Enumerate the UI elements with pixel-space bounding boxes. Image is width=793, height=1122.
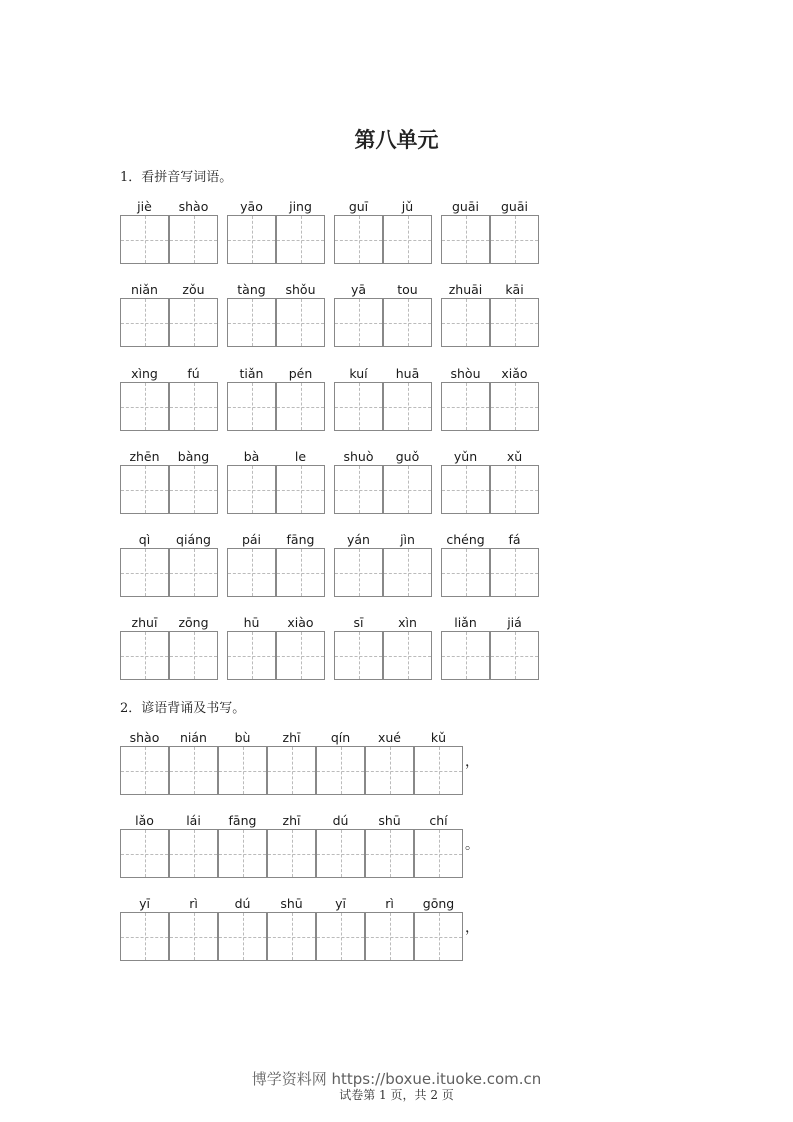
pinyin-label: pén	[288, 366, 313, 381]
writing-cell	[227, 365, 276, 431]
tian-zi-ge-box[interactable]	[169, 912, 218, 961]
tian-zi-ge-box[interactable]	[227, 631, 276, 680]
tian-zi-ge-box[interactable]	[365, 912, 414, 961]
tian-zi-ge-box[interactable]	[227, 215, 276, 264]
writing-cell	[383, 448, 432, 514]
writing-cell	[316, 729, 365, 795]
tian-zi-ge-box[interactable]	[490, 215, 539, 264]
writing-cell	[365, 812, 414, 878]
pinyin-label: bà	[243, 449, 260, 464]
pinyin-label: shòu	[450, 366, 481, 381]
pinyin-label: bàng	[177, 449, 210, 464]
tian-zi-ge-box[interactable]	[120, 631, 169, 680]
pinyin-label: liǎn	[454, 615, 477, 630]
tian-zi-ge-box[interactable]	[316, 746, 365, 795]
tian-zi-ge-box[interactable]	[441, 382, 490, 431]
pinyin-label: yāo	[240, 199, 263, 214]
pinyin-label: le	[294, 449, 307, 464]
writing-cell	[414, 812, 463, 878]
watermark: 博学资料网 https://boxue.ituoke.com.cn	[251, 1070, 542, 1088]
pinyin-label: lǎo	[135, 813, 154, 828]
writing-cell	[169, 895, 218, 961]
writing-cell	[334, 614, 383, 680]
writing-cell	[169, 448, 218, 514]
page-title: 第八单元	[354, 127, 439, 152]
tian-zi-ge-box[interactable]	[227, 548, 276, 597]
pinyin-label: shuò	[343, 449, 374, 464]
pinyin-label: xué	[377, 730, 401, 745]
writing-cell	[169, 198, 218, 264]
pinyin-label: yī	[335, 896, 346, 911]
pinyin-label: guāi	[501, 199, 528, 214]
writing-cell	[169, 614, 218, 680]
punctuation-mark: ，	[465, 754, 479, 770]
tian-zi-ge-box[interactable]	[120, 829, 169, 878]
pinyin-label: zhēn	[129, 449, 160, 464]
tian-zi-ge-box[interactable]	[383, 631, 432, 680]
pinyin-label: yǔn	[453, 449, 478, 464]
pinyin-label: chéng	[446, 532, 485, 547]
tian-zi-ge-box[interactable]	[334, 298, 383, 347]
tian-zi-ge-box[interactable]	[490, 548, 539, 597]
writing-cell	[120, 812, 169, 878]
pinyin-label: fú	[187, 366, 200, 381]
writing-cell	[490, 281, 539, 347]
writing-cell	[276, 448, 325, 514]
writing-cell	[227, 614, 276, 680]
tian-zi-ge-box[interactable]	[334, 631, 383, 680]
writing-cell	[441, 448, 490, 514]
pinyin-label: zhī	[282, 813, 301, 828]
tian-zi-ge-box[interactable]	[334, 215, 383, 264]
writing-cell	[441, 198, 490, 264]
writing-cell	[383, 365, 432, 431]
pinyin-label: guǒ	[395, 449, 420, 464]
writing-cell	[120, 895, 169, 961]
pinyin-label: guāi	[452, 199, 479, 214]
tian-zi-ge-box[interactable]	[218, 746, 267, 795]
writing-cell	[490, 531, 539, 597]
tian-zi-ge-box[interactable]	[414, 829, 463, 878]
writing-cell	[334, 198, 383, 264]
pinyin-label: xiào	[287, 615, 314, 630]
writing-cell	[414, 895, 463, 961]
tian-zi-ge-box[interactable]	[169, 829, 218, 878]
tian-zi-ge-box[interactable]	[169, 746, 218, 795]
pinyin-label: niǎn	[131, 282, 158, 297]
tian-zi-ge-box[interactable]	[120, 912, 169, 961]
writing-cell	[227, 281, 276, 347]
writing-cell	[276, 614, 325, 680]
tian-zi-ge-box[interactable]	[120, 298, 169, 347]
pinyin-label: zōng	[178, 615, 209, 630]
pinyin-label: kāi	[505, 282, 524, 297]
writing-cell	[383, 614, 432, 680]
pinyin-label: fá	[508, 532, 521, 547]
pinyin-label: shū	[280, 896, 303, 911]
writing-cell	[120, 729, 169, 795]
pinyin-label: zhuāi	[448, 282, 483, 297]
tian-zi-ge-box[interactable]	[120, 215, 169, 264]
tian-zi-ge-box[interactable]	[267, 746, 316, 795]
writing-cell	[365, 729, 414, 795]
writing-cell	[169, 365, 218, 431]
pinyin-label: guī	[348, 199, 369, 214]
tian-zi-ge-box[interactable]	[441, 298, 490, 347]
pinyin-label: tàng	[237, 282, 266, 297]
tian-zi-ge-box[interactable]	[383, 298, 432, 347]
writing-cell	[316, 895, 365, 961]
tian-zi-ge-box[interactable]	[267, 912, 316, 961]
tian-zi-ge-box[interactable]	[120, 382, 169, 431]
writing-cell	[120, 448, 169, 514]
writing-cell	[227, 198, 276, 264]
pinyin-label: chí	[429, 813, 448, 828]
tian-zi-ge-box[interactable]	[490, 382, 539, 431]
writing-cell	[334, 281, 383, 347]
tian-zi-ge-box[interactable]	[316, 912, 365, 961]
tian-zi-ge-box[interactable]	[276, 382, 325, 431]
tian-zi-ge-box[interactable]	[441, 548, 490, 597]
tian-zi-ge-box[interactable]	[169, 215, 218, 264]
writing-cell	[120, 614, 169, 680]
writing-cell	[267, 729, 316, 795]
tian-zi-ge-box[interactable]	[276, 215, 325, 264]
writing-cell	[490, 198, 539, 264]
writing-cell	[441, 614, 490, 680]
pinyin-label: jiá	[507, 615, 522, 630]
writing-cell	[490, 448, 539, 514]
writing-cell	[218, 812, 267, 878]
tian-zi-ge-box[interactable]	[276, 298, 325, 347]
tian-zi-ge-box[interactable]	[276, 548, 325, 597]
pinyin-label: xǔ	[506, 449, 523, 464]
writing-cell	[120, 365, 169, 431]
writing-cell	[276, 531, 325, 597]
writing-cell	[441, 365, 490, 431]
pinyin-label: zhuī	[131, 615, 158, 630]
tian-zi-ge-box[interactable]	[365, 829, 414, 878]
writing-cell	[227, 531, 276, 597]
pinyin-label: shǒu	[285, 282, 316, 297]
tian-zi-ge-box[interactable]	[383, 548, 432, 597]
writing-cell	[383, 531, 432, 597]
writing-cell	[490, 365, 539, 431]
writing-cell	[169, 812, 218, 878]
writing-cell	[120, 531, 169, 597]
pinyin-label: pái	[241, 532, 262, 547]
pinyin-label: qín	[330, 730, 351, 745]
writing-cell	[120, 198, 169, 264]
pinyin-label: shào	[178, 199, 209, 214]
tian-zi-ge-box[interactable]	[169, 465, 218, 514]
tian-zi-ge-box[interactable]	[316, 829, 365, 878]
pinyin-label: tiǎn	[239, 366, 264, 381]
pinyin-label: dú	[234, 896, 251, 911]
writing-cell	[169, 729, 218, 795]
tian-zi-ge-box[interactable]	[267, 829, 316, 878]
pinyin-label: qiáng	[176, 532, 211, 547]
writing-cell	[316, 812, 365, 878]
pinyin-label: yī	[139, 896, 150, 911]
writing-cell	[441, 531, 490, 597]
pinyin-label: fāng	[286, 532, 315, 547]
tian-zi-ge-box[interactable]	[169, 631, 218, 680]
pinyin-label: rì	[385, 896, 394, 911]
writing-cell	[276, 281, 325, 347]
pinyin-label: zhī	[282, 730, 301, 745]
pinyin-label: kǔ	[430, 730, 447, 745]
tian-zi-ge-box[interactable]	[276, 465, 325, 514]
writing-cell	[267, 812, 316, 878]
pinyin-label: lái	[186, 813, 201, 828]
question-2-heading: 2．谚语背诵及书写。	[120, 701, 246, 716]
writing-cell	[334, 365, 383, 431]
pinyin-label: fāng	[228, 813, 257, 828]
pinyin-label: zǒu	[182, 282, 205, 297]
tian-zi-ge-box[interactable]	[169, 548, 218, 597]
writing-cell	[365, 895, 414, 961]
tian-zi-ge-box[interactable]	[120, 746, 169, 795]
pinyin-label: rì	[189, 896, 198, 911]
tian-zi-ge-box[interactable]	[383, 465, 432, 514]
pinyin-label: jing	[289, 199, 312, 214]
tian-zi-ge-box[interactable]	[169, 298, 218, 347]
pinyin-label: jìn	[400, 532, 415, 547]
tian-zi-ge-box[interactable]	[276, 631, 325, 680]
writing-cell	[414, 729, 463, 795]
pinyin-label: yán	[347, 532, 370, 547]
tian-zi-ge-box[interactable]	[490, 465, 539, 514]
writing-cell	[334, 531, 383, 597]
question-1-heading: 1．看拼音写词语。	[120, 170, 233, 185]
pinyin-label: kuí	[349, 366, 368, 381]
tian-zi-ge-box[interactable]	[490, 298, 539, 347]
writing-cell	[218, 729, 267, 795]
writing-cell	[383, 198, 432, 264]
tian-zi-ge-box[interactable]	[365, 746, 414, 795]
tian-zi-ge-box[interactable]	[227, 298, 276, 347]
writing-cell	[334, 448, 383, 514]
tian-zi-ge-box[interactable]	[169, 382, 218, 431]
pinyin-label: nián	[180, 730, 207, 745]
writing-cell	[227, 448, 276, 514]
pinyin-label: bù	[234, 730, 251, 745]
tian-zi-ge-box[interactable]	[120, 548, 169, 597]
tian-zi-ge-box[interactable]	[490, 631, 539, 680]
tian-zi-ge-box[interactable]	[218, 829, 267, 878]
writing-cell	[120, 281, 169, 347]
pinyin-label: xìn	[398, 615, 417, 630]
tian-zi-ge-box[interactable]	[414, 912, 463, 961]
tian-zi-ge-box[interactable]	[218, 912, 267, 961]
tian-zi-ge-box[interactable]	[334, 465, 383, 514]
writing-cell	[383, 281, 432, 347]
tian-zi-ge-box[interactable]	[383, 215, 432, 264]
punctuation-mark: 。	[465, 837, 479, 853]
pinyin-label: hū	[243, 615, 260, 630]
pinyin-label: sī	[353, 615, 364, 630]
pinyin-label: xìng	[131, 366, 158, 381]
tian-zi-ge-box[interactable]	[120, 465, 169, 514]
tian-zi-ge-box[interactable]	[414, 746, 463, 795]
pinyin-label: shū	[378, 813, 401, 828]
writing-cell	[276, 198, 325, 264]
page-footer: 试卷第 1 页，共 2 页	[339, 1088, 454, 1102]
writing-cell	[169, 531, 218, 597]
pinyin-label: jǔ	[401, 199, 414, 214]
pinyin-label: tou	[397, 282, 418, 297]
tian-zi-ge-box[interactable]	[227, 465, 276, 514]
writing-cell	[276, 365, 325, 431]
tian-zi-ge-box[interactable]	[334, 548, 383, 597]
pinyin-label: gōng	[422, 896, 455, 911]
pinyin-label: xiǎo	[501, 366, 528, 381]
tian-zi-ge-box[interactable]	[441, 631, 490, 680]
writing-cell	[267, 895, 316, 961]
punctuation-mark: ，	[465, 920, 479, 936]
pinyin-label: qì	[138, 532, 151, 547]
pinyin-label: huā	[395, 366, 420, 381]
writing-cell	[218, 895, 267, 961]
writing-cell	[169, 281, 218, 347]
writing-cell	[490, 614, 539, 680]
pinyin-label: yā	[350, 282, 367, 297]
writing-cell	[441, 281, 490, 347]
pinyin-label: jiè	[137, 199, 152, 214]
tian-zi-ge-box[interactable]	[441, 215, 490, 264]
tian-zi-ge-box[interactable]	[383, 382, 432, 431]
tian-zi-ge-box[interactable]	[334, 382, 383, 431]
tian-zi-ge-box[interactable]	[441, 465, 490, 514]
pinyin-label: shào	[129, 730, 160, 745]
tian-zi-ge-box[interactable]	[227, 382, 276, 431]
pinyin-label: dú	[332, 813, 349, 828]
